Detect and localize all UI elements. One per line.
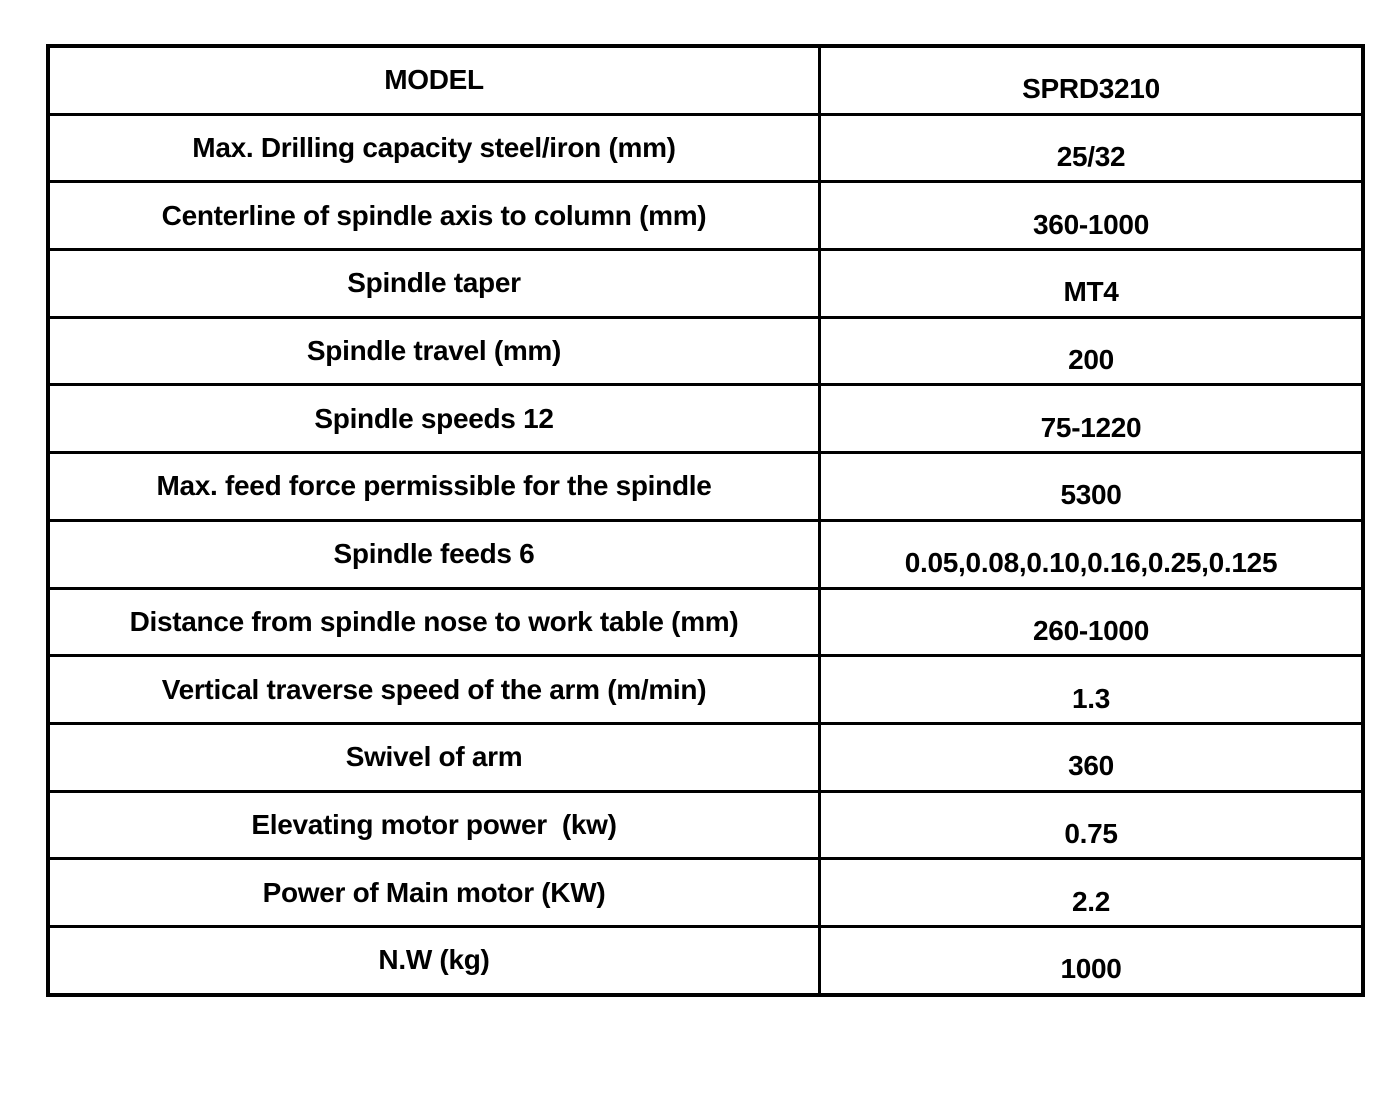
spec-value-cell [820,656,1364,724]
spec-label-cell [48,926,820,994]
spec-label-cell [48,588,820,656]
spec-label-cell [48,791,820,859]
table-row [48,656,1363,724]
spec-value-cell [820,114,1364,182]
spec-label: Max. feed force permissible for the spindle [156,470,712,502]
table-row [48,182,1363,250]
spec-label: Swivel of arm [345,741,523,773]
spec-value: 25/32 [1056,141,1126,173]
table-row [48,114,1363,182]
spec-label: N.W (kg) [378,944,490,976]
spec-label-cell [48,453,820,521]
table-row [48,520,1363,588]
spec-value: 360-1000 [1033,208,1149,240]
spec-value: 0.05,0.08,0.10,0.16,0.25,0.125 [904,547,1278,579]
spec-label: Centerline of spindle axis to column (mm) [161,199,707,231]
table-row [48,926,1363,994]
spec-value: SPRD3210 [1022,73,1160,105]
spec-label: Distance from spindle nose to work table (mm) [129,605,739,637]
spec-label: Spindle taper [347,267,521,299]
spec-label-cell [48,182,820,250]
spec-label-cell [48,250,820,318]
spec-value-cell [820,723,1364,791]
table-row [48,250,1363,318]
spec-label: Elevating motor power (kw) [251,808,617,840]
spec-value: 1000 [1060,953,1122,985]
table-row [48,317,1363,385]
spec-label-cell [48,859,820,927]
spec-label-cell [48,723,820,791]
spec-value: 1.3 [1071,682,1111,714]
spec-label-cell [48,317,820,385]
spec-value: 200 [1068,344,1114,376]
spec-value-cell [820,520,1364,588]
spec-value: 2.2 [1071,885,1111,917]
spec-value: 360 [1068,750,1114,782]
spec-value-cell [820,791,1364,859]
table-row [48,385,1363,453]
spec-label-cell [48,520,820,588]
spec-value-cell [820,926,1364,994]
specifications-table [46,44,1365,997]
spec-label-cell [48,46,820,114]
spec-value-cell [820,588,1364,656]
spec-value-cell [820,453,1364,521]
spec-label: Power of Main motor (KW) [262,876,606,908]
table-row [48,791,1363,859]
spec-value: 0.75 [1064,817,1118,849]
spec-value-cell [820,317,1364,385]
spec-label: Spindle feeds 6 [333,538,535,570]
table-row [48,46,1363,114]
spec-value-cell [820,859,1364,927]
spec-label: Vertical traverse speed of the arm (m/min) [161,673,707,705]
spec-value: 260-1000 [1033,614,1149,646]
spec-label: Spindle travel (mm) [306,335,562,367]
spec-value-cell [820,385,1364,453]
table-row [48,723,1363,791]
table-row [48,588,1363,656]
spec-label: Max. Drilling capacity steel/iron (mm) [192,132,676,164]
spec-value: 75-1220 [1040,411,1142,443]
spec-label-cell [48,385,820,453]
spec-label: Spindle speeds 12 [314,402,554,434]
table-row [48,453,1363,521]
spec-label-cell [48,656,820,724]
spec-value: 5300 [1060,479,1122,511]
spec-value-cell [820,182,1364,250]
spec-value-cell [820,250,1364,318]
spec-value-cell [820,46,1364,114]
spec-label: MODEL [384,64,484,96]
spec-value: MT4 [1063,276,1119,308]
table-row [48,859,1363,927]
spec-label-cell [48,114,820,182]
